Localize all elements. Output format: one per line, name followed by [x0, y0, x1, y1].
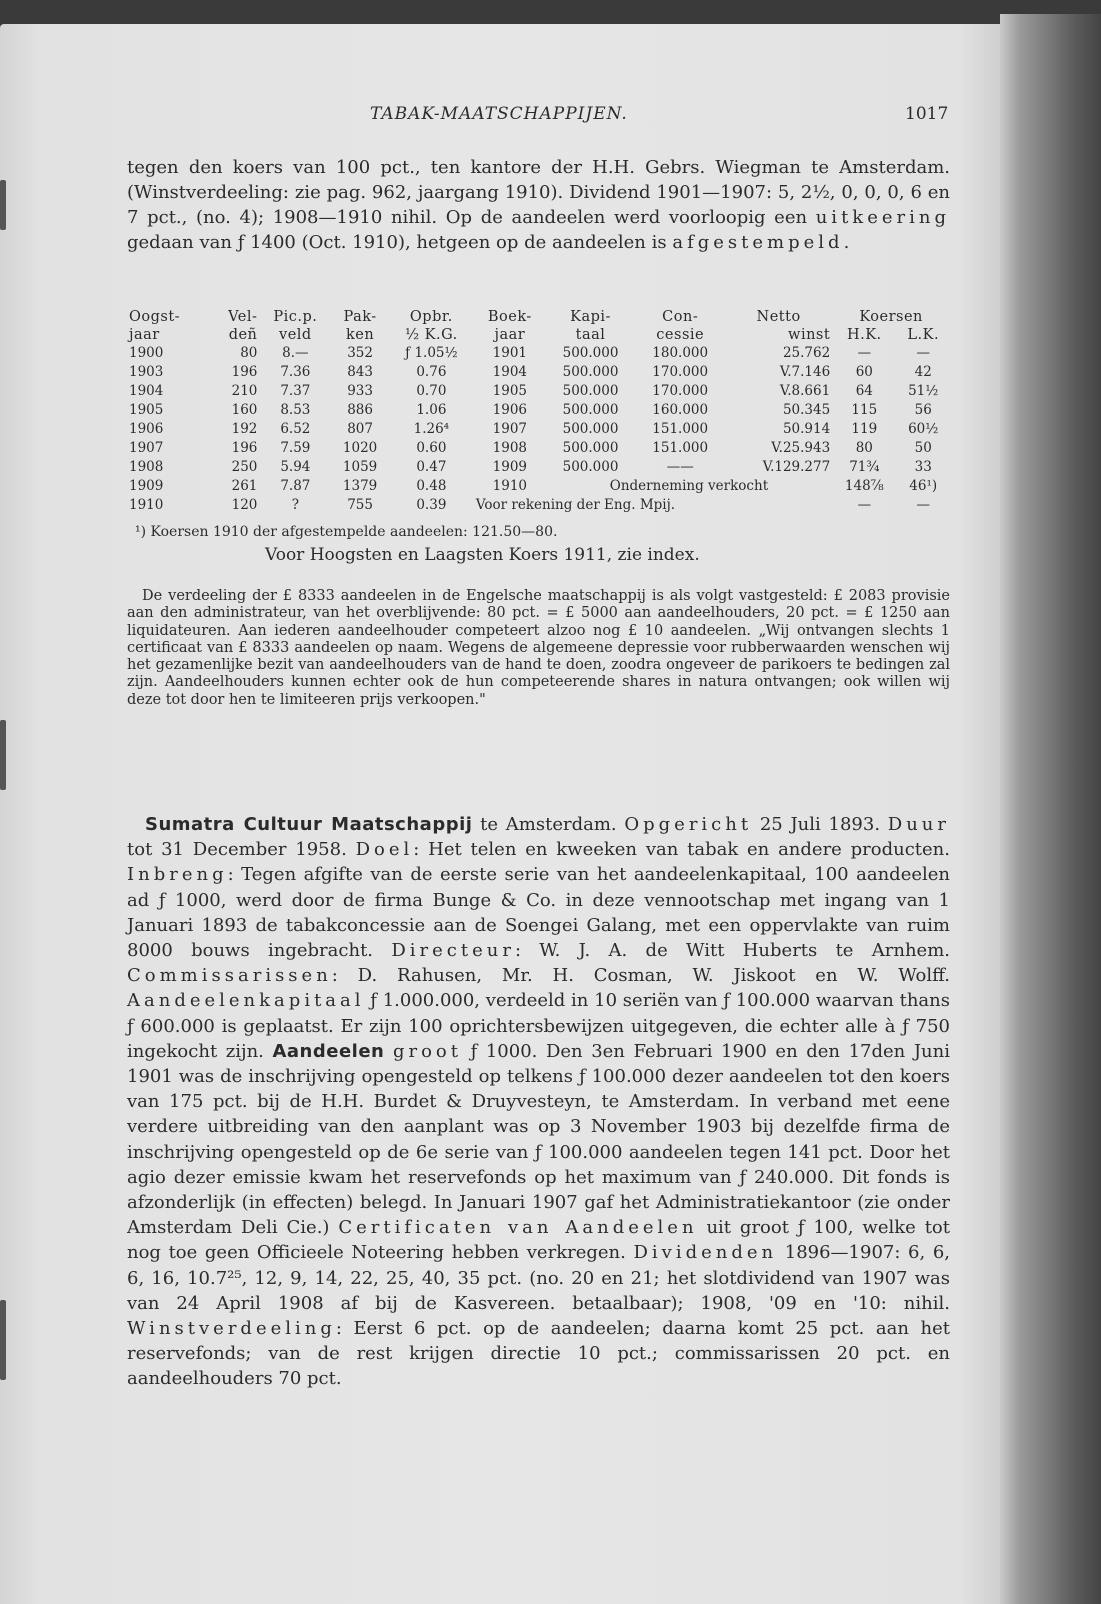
cell-lk: 60½	[908, 421, 939, 437]
cell-kapitaal: 500.000	[562, 421, 619, 437]
cell-hk: 80	[855, 440, 873, 456]
text: : W. J. A. de Witt Huberts te Arnhem.	[514, 940, 950, 962]
cell-oogstjaar: 1905	[129, 402, 164, 418]
cell-hk: 60	[855, 364, 873, 380]
cell-velden: 120	[231, 497, 258, 513]
cell-lk: —	[916, 497, 930, 513]
cell-pic-per-veld: 7.59	[280, 440, 311, 456]
cell-velden: 196	[231, 440, 258, 456]
col-header: Oogst-	[129, 309, 181, 325]
text: tot 31 December 1958.	[127, 839, 356, 861]
cell-oogstjaar: 1903	[129, 364, 164, 380]
see-index-note: Voor Hoogsten en Laagsten Koers 1911, zie index.	[265, 545, 700, 565]
cell-pic-per-veld: 8.53	[280, 402, 311, 418]
cell-velden: 261	[231, 478, 258, 494]
spaced-term: Certificaten van Aandeelen	[338, 1217, 698, 1239]
cell-concessie: 160.000	[652, 402, 709, 418]
table-row	[127, 458, 950, 477]
spaced-term: Commissarissen	[127, 965, 332, 987]
table-header-row	[127, 326, 950, 344]
cell-opbrengst: 0.48	[416, 478, 447, 494]
text: : D. Rahusen, Mr. H. Cosman, W. Jiskoot en W. Wolff.	[331, 965, 950, 987]
cell-kapitaal: 500.000	[562, 345, 619, 361]
english-shares-paragraph	[127, 588, 950, 709]
cell-boekjaar: 1908	[492, 440, 527, 456]
cell-span-text: Onderneming verkocht	[609, 478, 769, 494]
cell-pakken: 1379	[342, 478, 378, 494]
cell-boekjaar: 1909	[492, 459, 527, 475]
text: : Het telen en kweeken van tabak en andere producten.	[413, 839, 950, 861]
col-header: H.K.	[846, 327, 882, 343]
cell-hk: 64	[855, 383, 873, 399]
cell-pakken: 755	[347, 497, 373, 513]
text: gedaan van ƒ 1400 (Oct. 1910), hetgeen op de aandeelen is	[127, 232, 673, 253]
table-row	[127, 344, 950, 363]
cell-lk: —	[916, 345, 930, 361]
intro-paragraph	[127, 155, 950, 255]
col-header: deñ	[228, 327, 258, 343]
cell-hk: 115	[851, 402, 878, 418]
cell-oogstjaar: 1906	[129, 421, 164, 437]
statistics-table	[127, 308, 950, 515]
text: ƒ 1.000.000, verdeeld in 10 seriën van ƒ 100.000 waarvan thans ƒ 600.000 is geplaatst. Er zijn 100 oprichtersbewijzen uitgegeven, die echter alle à ƒ 750 ingekocht zijn.	[127, 990, 950, 1062]
text: tegen den koers van 100 pct., ten kantore der H.H. Gebrs. Wiegman te Amsterdam. (Winstverdeeling: zie pag. 962, jaargang 1910). Dividend 1901—1907: 5, 2½, 0, 0, 0, 6 en 7 pct., (no. 4); 1908—1910 nihil. Op de aandeelen werd voorloopig een	[127, 157, 950, 228]
book-page-edge	[1000, 14, 1101, 1604]
cell-velden: 196	[231, 364, 258, 380]
col-header: winst	[788, 327, 831, 343]
cell-opbrengst: 1.06	[416, 402, 447, 418]
cell-concessie: 180.000	[652, 345, 709, 361]
spaced-term: Winstverdeeling	[127, 1318, 336, 1340]
col-header: Pic.p.	[273, 309, 318, 325]
col-header: Opbr.	[409, 309, 453, 325]
company-name: Sumatra Cultuur Maatschappij	[145, 814, 473, 835]
col-header: L.K.	[907, 327, 940, 343]
text: : Tegen afgifte van de eerste serie van het aandeelenkapitaal, 100 aandeelen ad ƒ 1000, werd door de firma Bunge & Co. in deze vennootschap met ingang van 1 Januari 1893 de tabakconcessie aan de Soengei Galang, met een oppervlakte van ruim 8000 bouws ingebracht.	[127, 864, 950, 962]
cell-pakken: 352	[347, 345, 373, 361]
spaced-term: Directeur	[391, 940, 515, 962]
cell-boekjaar: 1910	[492, 478, 527, 494]
table-footnote: ¹) Koersen 1910 der afgestempelde aandeelen: 121.50—80.	[135, 524, 558, 540]
cell-pakken: 807	[347, 421, 373, 437]
cell-lk: 50	[914, 440, 932, 456]
cell-kapitaal: 500.000	[562, 440, 619, 456]
text	[384, 1041, 393, 1062]
text: 1896—1907: 6, 6, 6, 16, 10.7²⁵, 12, 9, 14, 22, 25, 40, 35 pct. (no. 20 en 21; het slotdividend van 1907 was van 24 April 1908 af bij de Kasvereen. betaalbaar); 1908, '09 en '10: nihil.	[127, 1242, 950, 1314]
spaced-term: uitkeering	[815, 207, 950, 228]
col-header: jaar	[129, 327, 160, 343]
cell-kapitaal: 500.000	[562, 364, 619, 380]
cell-pic-per-veld: ?	[291, 497, 299, 513]
table-row	[127, 439, 950, 458]
text: te Amsterdam.	[472, 814, 625, 835]
cell-oogstjaar: 1907	[129, 440, 164, 456]
cell-boekjaar: 1905	[492, 383, 527, 399]
cell-netto-winst: 50.345	[782, 402, 831, 418]
cell-velden: 160	[231, 402, 258, 418]
col-header: Con-	[662, 309, 699, 325]
col-header: taal	[575, 327, 606, 343]
cell-lk: 42	[914, 364, 932, 380]
cell-pic-per-veld: 5.94	[280, 459, 311, 475]
cell-oogstjaar: 1904	[129, 383, 164, 399]
cell-pic-per-veld: 7.36	[280, 364, 311, 380]
table-row	[127, 382, 950, 401]
text: 25 Juli 1893.	[752, 814, 888, 835]
cell-hk: 119	[851, 421, 878, 437]
col-header: ½ K.G.	[404, 327, 458, 343]
spaced-term: Aandeelenkapitaal	[127, 990, 365, 1012]
spaced-term: Dividenden	[633, 1242, 778, 1264]
cell-oogstjaar: 1908	[129, 459, 164, 475]
text: ƒ 1000. Den 3en Februari 1900 en den 17den Juni 1901 was de inschrijving opengesteld op telkens ƒ 100.000 dezer aandeelen tot den koers van 175 pct. bij de H.H. Burdet & Druyvesteyn, te Amsterdam. In verband met eene verdere uitbreiding van den aanplant was op 3 November 1903 bij dezelfde firma de inschrijving opengesteld op de 6e serie van ƒ 100.000 aandeelen tegen 141 pct. Door het agio dezer emissie kwam het reservefonds op het maximum van ƒ 240.000. Dit fonds is afzonderlijk (in effecten) belegd. In Januari 1907 gaf het Administratiekantoor (zie onder Amsterdam Deli Cie.)	[127, 1040, 951, 1239]
table-row	[127, 420, 950, 439]
bold-term: Aandeelen	[272, 1040, 385, 1062]
cell-kapitaal: 500.000	[562, 383, 619, 399]
cell-oogstjaar: 1900	[129, 345, 164, 361]
cell-kapitaal: 500.000	[562, 402, 619, 418]
cell-kapitaal: 500.000	[562, 459, 619, 475]
cell-hk: 71¾	[849, 459, 880, 475]
cell-netto-winst: V.8.661	[779, 383, 831, 399]
cell-hk: —	[857, 497, 872, 513]
binding-mark	[0, 180, 6, 230]
cell-oogstjaar: 1909	[129, 478, 164, 494]
cell-concessie: 170.000	[652, 364, 709, 380]
table-row	[127, 496, 950, 515]
cell-velden: 192	[231, 421, 258, 437]
cell-pic-per-veld: 7.87	[280, 478, 311, 494]
col-header: cessie	[656, 327, 705, 343]
cell-opbrengst: 0.70	[416, 383, 447, 399]
cell-velden: 250	[231, 459, 258, 475]
cell-pic-per-veld: 6.52	[280, 421, 311, 437]
cell-netto-winst: V.129.277	[762, 459, 831, 475]
cell-velden: 80	[240, 345, 258, 361]
cell-pakken: 843	[347, 364, 373, 380]
binding-mark	[0, 1300, 6, 1380]
table-row	[127, 401, 950, 420]
spaced-term: Doel	[355, 839, 414, 861]
col-header: jaar	[494, 327, 526, 343]
cell-concessie: 151.000	[652, 440, 709, 456]
spaced-term: groot	[392, 1040, 463, 1062]
col-header: Pak-	[343, 309, 377, 325]
cell-concessie: 170.000	[652, 383, 709, 399]
cell-boekjaar: 1907	[492, 421, 527, 437]
cell-boekjaar: 1901	[492, 345, 527, 361]
page-number: 1017	[905, 104, 949, 124]
cell-opbrengst: 0.39	[416, 497, 447, 513]
cell-opbrengst: 0.76	[416, 364, 447, 380]
col-header: Koersen	[859, 309, 923, 325]
spaced-term: Opgericht	[624, 814, 753, 835]
cell-pakken: 1020	[342, 440, 378, 456]
cell-netto-winst: V.25.943	[771, 440, 831, 456]
cell-boekjaar: 1906	[492, 402, 527, 418]
spaced-term: afgestempeld	[672, 232, 844, 253]
text: .	[843, 232, 850, 253]
cell-opbrengst: 0.60	[416, 440, 447, 456]
cell-opbrengst: 0.47	[416, 459, 447, 475]
cell-hk: —	[857, 345, 872, 361]
cell-span-text: Voor rekening der Eng. Mpij.	[475, 497, 676, 513]
col-header: Boek-	[487, 309, 532, 325]
cell-concessie: ——	[666, 459, 694, 475]
cell-lk: 51½	[908, 383, 939, 399]
cell-opbrengst: ƒ 1.05½	[405, 345, 458, 361]
table-row	[127, 363, 950, 382]
cell-oogstjaar: 1910	[129, 497, 164, 513]
spaced-term: Duur	[887, 814, 950, 835]
cell-lk: 33	[914, 459, 932, 475]
col-header: ken	[345, 327, 375, 343]
company-entry	[127, 812, 950, 1392]
cell-pic-per-veld: 8.—	[282, 345, 309, 361]
cell-velden: 210	[231, 383, 258, 399]
cell-pakken: 933	[347, 383, 373, 399]
col-header: Vel-	[228, 309, 258, 325]
running-title: TABAK-MAATSCHAPPIJEN.	[370, 104, 628, 124]
cell-netto-winst: V.7.146	[779, 364, 831, 380]
cell-opbrengst: 1.26⁴	[413, 421, 450, 437]
cell-concessie: 151.000	[652, 421, 709, 437]
text: uit groot ƒ 100, welke tot nog toe geen Officieele Noteering hebben verkregen.	[127, 1217, 950, 1264]
table-header-row	[127, 308, 950, 326]
cell-netto-winst: 50.914	[782, 421, 831, 437]
binding-mark	[0, 720, 6, 790]
col-header: Kapi-	[570, 309, 611, 325]
cell-boekjaar: 1904	[492, 364, 527, 380]
cell-pakken: 886	[347, 402, 373, 418]
paragraph-text: De verdeeling der £ 8333 aandeelen in de Engelsche maatschappij is als volgt vastgesteld: £ 2083 provisie aan den administrateur, van het overblijvende: 80 pct. = £ 5000 aan aandeelhouders, 20 pct. = £ 1250 aan liquidateuren. Aan iederen aandeelhouder competeert alzoo nog £ 10 aandeelen. „Wij ontvangen slechts 1 certificaat van £ 8333 aandeelen op naam. Wegens de algemeene depressie voor rubberwaarden wenschen wij het gezamenlijke bezit van aandeelhouders van de hand te doen, zoodra ongeveer de parikoers te bedingen zal zijn. Aandeelhouders kunnen echter ook de hun competeerende shares in natura ontvangen; ook willen wij deze tot door hen te limiteeren prijs verkoopen."	[127, 588, 950, 708]
cell-pic-per-veld: 7.37	[280, 383, 311, 399]
spaced-term: Inbreng	[127, 864, 228, 886]
cell-lk: 46¹)	[909, 478, 938, 494]
col-header: veld	[279, 327, 312, 343]
col-header: Netto	[756, 309, 801, 325]
cell-hk: 148⅞	[844, 478, 884, 494]
text: : Eerst 6 pct. op de aandeelen; daarna komt 25 pct. aan het reservefonds; van de rest krijgen directie 10 pct.; commissarissen 20 pct. en aandeelhouders 70 pct.	[127, 1318, 950, 1390]
cell-pakken: 1059	[342, 459, 378, 475]
cell-netto-winst: 25.762	[782, 345, 831, 361]
table-row	[127, 477, 950, 496]
cell-lk: 56	[914, 402, 932, 418]
